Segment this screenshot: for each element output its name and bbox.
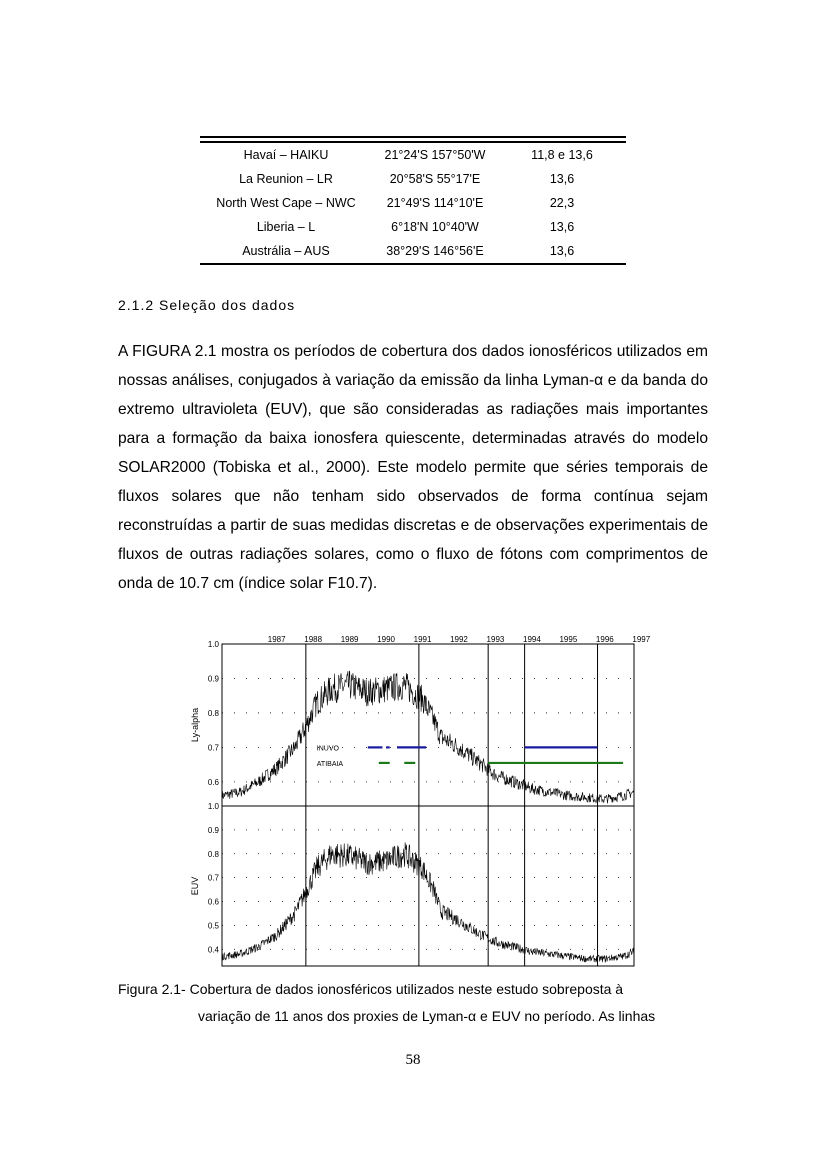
station-coordinates: 6°18'N 10°40'W — [391, 220, 479, 234]
section-heading: 2.1.2 Seleção dos dados — [118, 297, 296, 313]
body-paragraph — [118, 337, 708, 598]
series-line-euv — [222, 842, 634, 962]
y-tick-label-ly-alpha-0.6: 0.6 — [207, 777, 219, 787]
year-label-1988: 1988 — [304, 635, 323, 644]
table-bottom-rule — [200, 263, 626, 265]
y-tick-label-euv-0.5: 0.5 — [207, 921, 219, 931]
y-tick-label-ly-alpha-1.0: 1.0 — [207, 640, 219, 649]
plot-frame-ly-alpha — [222, 644, 634, 806]
year-label-1994: 1994 — [523, 635, 541, 644]
y-tick-label-ly-alpha-0.7: 0.7 — [207, 743, 219, 753]
table-row — [200, 191, 626, 215]
year-label-1990: 1990 — [377, 635, 395, 644]
y-tick-label-euv-0.7: 0.7 — [207, 873, 219, 883]
station-name: Havaí – HAIKU — [243, 148, 329, 162]
page-number: 58 — [405, 1052, 421, 1068]
table-row — [200, 239, 626, 263]
station-frequency: 13,6 — [549, 172, 575, 186]
paragraph-text: A FIGURA 2.1 mostra os períodos de cobertura dos dados ionosféricos utilizados em nossas análises, conjugados à variação da emissão da linha Lyman- — [118, 343, 708, 389]
y-tick-label-euv-0.6: 0.6 — [207, 897, 219, 907]
station-frequency: 22,3 — [549, 196, 575, 210]
y-axis-label-euv: EUV — [190, 876, 200, 896]
table-row — [200, 143, 626, 167]
paragraph-text: e da banda do extremo ultravioleta (EUV), que são consideradas as radiações mais importantes para a formação da baixa ionosfera quiescente, determinadas através do modelo SOLAR2000 (Tobiska et al., 2000). Este modelo permite que séries temporais de fluxos solares que não tenham sido observados de forma contínua sejam reconstruídas a partir de suas medidas discretas e de observações experimentais de fluxos de outras radiações solares, como o fluxo de fótons com comprimentos de onda de 10.7 cm (índice solar F10.7). — [118, 372, 708, 592]
series-line-ly-alpha — [222, 671, 634, 803]
year-label-1992: 1992 — [450, 635, 468, 644]
year-label-1989: 1989 — [340, 635, 359, 644]
y-tick-label-ly-alpha-0.9: 0.9 — [207, 674, 219, 684]
station-frequency: 11,8 e 13,6 — [531, 148, 593, 162]
coverage-label-inuvo: INUVO — [316, 745, 339, 753]
year-label-1993: 1993 — [486, 635, 505, 644]
year-label-1995: 1995 — [559, 635, 578, 644]
year-label-1991: 1991 — [413, 635, 432, 644]
coverage-label-atibaia: ATIBAIA — [316, 760, 344, 768]
alpha-symbol: α — [594, 372, 604, 389]
y-axis-label-ly-alpha: Ly-alpha — [190, 707, 200, 743]
year-label-1987: 1987 — [267, 635, 286, 644]
figure-2-1-chart — [188, 632, 651, 972]
chart-svg — [188, 632, 651, 972]
table-top-rule — [200, 136, 626, 143]
station-frequency: 13,6 — [549, 244, 575, 258]
station-coordinates: 21°49'S 114°10'E — [386, 196, 484, 210]
stations-table-body — [200, 143, 626, 263]
station-name: La Reunion – LR — [239, 172, 333, 186]
stations-table — [200, 136, 626, 265]
year-label-1996: 1996 — [595, 635, 614, 644]
station-coordinates: 21°24'S 157°50'W — [384, 148, 486, 162]
station-name: Austrália – AUS — [242, 244, 330, 258]
figure-caption — [118, 976, 718, 1030]
station-coordinates: 20°58'S 55°17'E — [389, 172, 481, 186]
y-tick-label-euv-0.9: 0.9 — [207, 825, 219, 835]
caption-text: variação de 11 anos dos proxies de Lyman- — [198, 1008, 469, 1024]
station-name: Liberia – L — [256, 220, 316, 234]
y-tick-label-euv-0.8: 0.8 — [207, 849, 219, 859]
plot-frame-euv — [222, 806, 634, 966]
caption-line-1: Figura 2.1- Cobertura de dados ionosféricos utilizados neste estudo sobreposta à — [118, 981, 624, 997]
station-frequency: 13,6 — [549, 220, 575, 234]
table-row — [200, 215, 626, 239]
station-coordinates: 38°29'S 146°56'E — [386, 244, 484, 258]
y-tick-label-euv-0.4: 0.4 — [207, 945, 219, 955]
y-tick-label-euv-1.0: 1.0 — [207, 802, 219, 811]
station-name: North West Cape – NWC — [216, 196, 356, 210]
caption-text: e EUV no período. As linhas — [476, 1008, 656, 1024]
table-row — [200, 167, 626, 191]
y-tick-label-ly-alpha-0.8: 0.8 — [207, 708, 219, 718]
year-label-1997: 1997 — [632, 635, 651, 644]
alpha-symbol: α — [468, 1008, 477, 1024]
caption-line-2 — [118, 1003, 718, 1030]
